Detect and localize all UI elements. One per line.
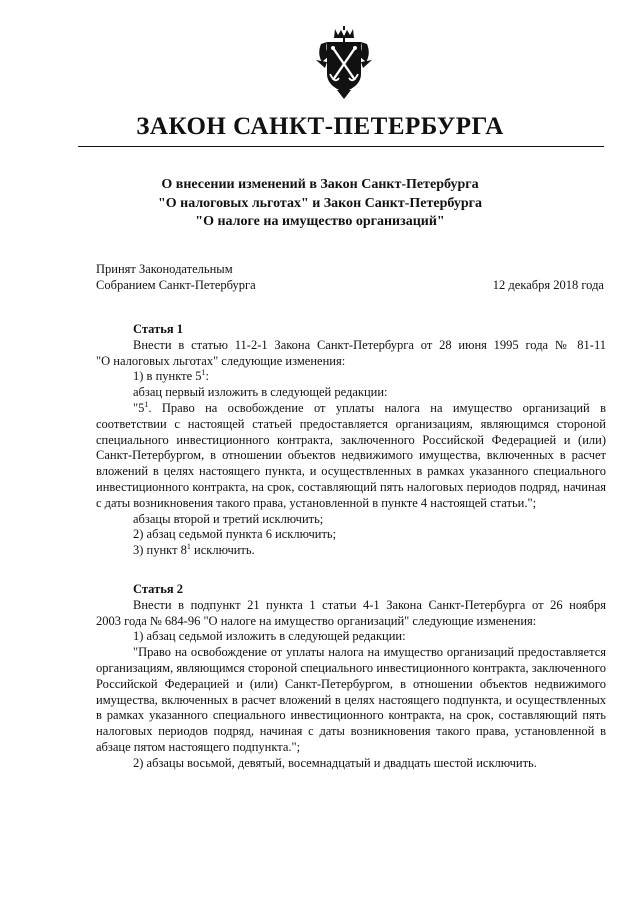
article-1 — [96, 322, 606, 559]
article-intro-line: Внести в подпункт 21 пункта 1 статьи 4-1 Закона Санкт-Петербурга от 26 ноября — [133, 597, 606, 612]
amendment-instruction: абзац первый изложить в следующей редакции: — [133, 385, 388, 400]
article-intro-line: "О налоговых льготах" следующие изменения: — [96, 353, 346, 368]
article-2 — [96, 582, 606, 772]
amendment-item: 2) абзацы восьмой, девятый, восемнадцатый и двадцать шестой исключить. — [133, 755, 537, 770]
law-title: ЗАКОН САНКТ-ПЕТЕРБУРГА — [136, 113, 504, 140]
article-heading: Статья 1 — [133, 322, 183, 336]
amendment-item-text: : — [205, 369, 209, 384]
adoption-date: 12 декабря 2018 года — [492, 278, 604, 292]
amendment-item-text: 3) пункт 8 — [133, 543, 187, 558]
superscript: 1 — [201, 368, 206, 378]
quoted-text: "Право на освобождение от уплаты налога на имущество организаций предоставляется организациям, являющимся стороной специального инвестиционного контракта, заключенного Российской Федерацией и (или) Санкт-Петербургом, в отношении объектов недвижимого имущества, включенных в расчет вложений в целях настоящего подпункта, и осуществленных в рамках указанного специального инвестиционного контракта, на срок, составляющий пять налоговых периодов подряд, начиная с даты возникновения такого права, установленной в абзаце пятом настоящего подпункта."; — [96, 645, 606, 754]
superscript: 1 — [186, 542, 191, 552]
amendment-item-text: исключить. — [190, 543, 255, 558]
subject-line: "О налоге на имущество организаций" — [195, 214, 445, 229]
law-subject — [0, 176, 640, 232]
superscript: 1 — [144, 399, 149, 409]
amendment-item-text: 1) в пункте 5 — [133, 369, 202, 384]
adoption-line: Собранием Санкт-Петербурга — [96, 278, 256, 292]
quoted-text-prefix: "5 — [133, 400, 145, 415]
amendment-item — [96, 543, 606, 559]
adoption-body — [96, 261, 256, 293]
article-intro-line: 2003 года № 684-96 "О налоге на имущество организаций" следующие изменения: — [96, 613, 537, 628]
quoted-text-body: . Право на освобождение от уплаты налога на имущество организаций в соответствии с настоящей статьей предоставляется организациям, являющимся стороной специального инвестиционного контракта, заключенного Российской Федерацией и (или) Санкт-Петербургом, в отношении объектов недвижимого имущества, включенных в расчет вложений в целях настоящего пункта, и осуществленных в рамках указанного специального инвестиционного контракта, на срок, составляющий пять налоговых периодов подряд, начиная с даты возникновения такого права, установленной в пункте 4 настоящей статьи."; — [96, 400, 606, 510]
subject-line: О внесении изменений в Закон Санкт-Петербурга — [161, 177, 479, 192]
article-intro-line: Внести в статью 11-2-1 Закона Санкт-Петербурга от 28 июня 1995 года № 81-11 — [133, 337, 606, 352]
quoted-text — [96, 401, 606, 512]
article-heading: Статья 2 — [133, 582, 183, 596]
amendment-item: 1) абзац седьмой изложить в следующей редакции: — [133, 629, 406, 644]
amendment-item: 2) абзац седьмой пункта 6 исключить; — [133, 527, 337, 542]
title-divider — [78, 146, 604, 147]
subject-line: "О налоговых льготах" и Закон Санкт-Петербурга — [157, 195, 483, 211]
adoption-line: Принят Законодательным — [96, 262, 233, 276]
amendment-instruction: абзацы второй и третий исключить; — [133, 511, 324, 526]
saint-petersburg-coat-of-arms-icon — [313, 26, 375, 100]
amendment-item — [96, 369, 606, 385]
